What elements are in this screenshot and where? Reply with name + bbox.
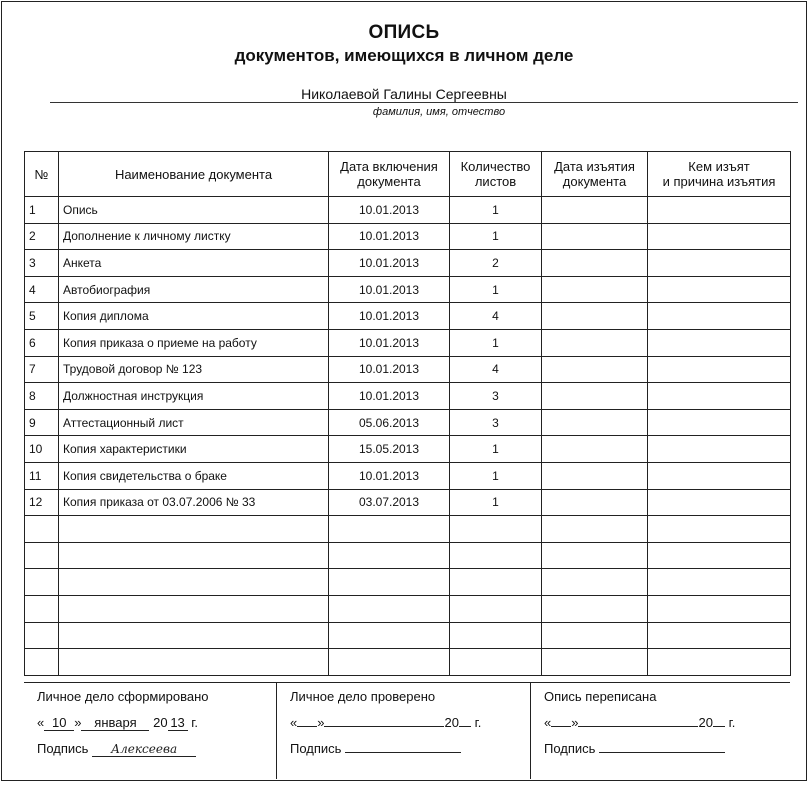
cell-qty: 2 — [450, 250, 542, 277]
cell-date-out — [542, 223, 648, 250]
cell-date-out — [542, 489, 648, 516]
cell-date-in: 10.01.2013 — [329, 276, 450, 303]
cell-num: 3 — [25, 250, 59, 277]
checked-day-blank — [297, 726, 317, 727]
cell-qty: 1 — [450, 276, 542, 303]
cell-date-out — [542, 595, 648, 622]
formed-date: « 10 » января 20 13 г. — [37, 715, 198, 730]
cell-qty: 3 — [450, 409, 542, 436]
cell-date-out — [542, 569, 648, 596]
cell-name — [59, 649, 329, 676]
rewritten-year-blank — [713, 726, 725, 727]
person-name-line — [50, 102, 798, 103]
cell-date-out — [542, 462, 648, 489]
cell-name — [59, 622, 329, 649]
table-row-empty — [25, 622, 791, 649]
cell-date-in — [329, 622, 450, 649]
cell-who — [648, 489, 791, 516]
cell-name: Должностная инструкция — [59, 383, 329, 410]
table-row-empty — [25, 542, 791, 569]
checked-sign-label: Подпись — [290, 741, 342, 756]
cell-date-out — [542, 303, 648, 330]
table-row — [25, 462, 791, 489]
cell-who — [648, 569, 791, 596]
table-row — [25, 489, 791, 516]
cell-date-out — [542, 436, 648, 463]
checked-signature-blank — [345, 752, 461, 753]
cell-name: Дополнение к личному листку — [59, 223, 329, 250]
cell-qty — [450, 516, 542, 543]
cell-num — [25, 595, 59, 622]
checked-year-blank — [459, 726, 471, 727]
cell-date-out — [542, 516, 648, 543]
table-row — [25, 383, 791, 410]
footer-checked — [276, 683, 531, 779]
rewritten-signature-blank — [599, 752, 725, 753]
formed-year-unit: г. — [191, 715, 198, 730]
column-header-name: Наименование документа — [59, 152, 329, 197]
cell-num — [25, 649, 59, 676]
cell-date-in: 15.05.2013 — [329, 436, 450, 463]
cell-qty: 1 — [450, 489, 542, 516]
cell-name: Аттестационный лист — [59, 409, 329, 436]
cell-qty: 3 — [450, 383, 542, 410]
footer-rewritten — [530, 683, 791, 779]
cell-name: Копия свидетельства о браке — [59, 462, 329, 489]
cell-date-in — [329, 595, 450, 622]
table-row — [25, 303, 791, 330]
document-subtitle: документов, имеющихся в личном деле — [234, 46, 574, 65]
cell-qty: 1 — [450, 329, 542, 356]
cell-date-out — [542, 542, 648, 569]
table-row — [25, 276, 791, 303]
checked-year-prefix: 20 — [444, 715, 459, 730]
column-header-date-in: Дата включения документа — [329, 152, 450, 197]
cell-name — [59, 542, 329, 569]
cell-who — [648, 197, 791, 224]
cell-date-in: 10.01.2013 — [329, 250, 450, 277]
rewritten-year-unit: г. — [728, 715, 736, 730]
footer-formed — [24, 683, 276, 779]
cell-qty — [450, 569, 542, 596]
cell-qty — [450, 622, 542, 649]
cell-num — [25, 622, 59, 649]
cell-num: 10 — [25, 436, 59, 463]
cell-qty: 1 — [450, 197, 542, 224]
table-row-empty — [25, 649, 791, 676]
cell-who — [648, 303, 791, 330]
cell-num — [25, 516, 59, 543]
checked-date: « » 20 г. — [290, 715, 482, 730]
table-header-row — [25, 152, 791, 197]
table-row-empty — [25, 516, 791, 543]
cell-date-in: 10.01.2013 — [329, 197, 450, 224]
cell-who — [648, 383, 791, 410]
cell-date-in: 10.01.2013 — [329, 329, 450, 356]
cell-date-out — [542, 622, 648, 649]
cell-date-in: 10.01.2013 — [329, 356, 450, 383]
rewritten-month-blank — [578, 726, 698, 727]
table-row — [25, 250, 791, 277]
checked-signature-row — [290, 741, 461, 756]
cell-who — [648, 409, 791, 436]
formed-year-suffix: 13 — [168, 716, 188, 731]
rewritten-label: Опись переписана — [544, 689, 657, 704]
cell-date-in: 10.01.2013 — [329, 223, 450, 250]
column-header-num: № — [25, 152, 59, 197]
cell-qty: 4 — [450, 356, 542, 383]
cell-who — [648, 329, 791, 356]
table-row — [25, 436, 791, 463]
formed-month: января — [81, 716, 149, 731]
cell-date-in — [329, 569, 450, 596]
cell-num: 11 — [25, 462, 59, 489]
checked-year-unit: г. — [474, 715, 482, 730]
cell-name — [59, 516, 329, 543]
cell-name: Анкета — [59, 250, 329, 277]
cell-who — [648, 356, 791, 383]
cell-qty — [450, 649, 542, 676]
cell-num — [25, 542, 59, 569]
checked-month-blank — [324, 726, 444, 727]
cell-name: Опись — [59, 197, 329, 224]
cell-num: 2 — [25, 223, 59, 250]
cell-date-in — [329, 516, 450, 543]
document-title: ОПИСЬ — [368, 22, 440, 43]
cell-date-out — [542, 383, 648, 410]
cell-num: 7 — [25, 356, 59, 383]
cell-num: 6 — [25, 329, 59, 356]
cell-num — [25, 569, 59, 596]
cell-who — [648, 649, 791, 676]
cell-date-out — [542, 329, 648, 356]
column-header-who: Кем изъят и причина изъятия — [648, 152, 791, 197]
cell-num: 4 — [25, 276, 59, 303]
person-name: Николаевой Галины Сергеевны — [301, 86, 507, 102]
person-name-hint: фамилия, имя, отчество — [372, 106, 506, 118]
table-row — [25, 197, 791, 224]
cell-date-in — [329, 542, 450, 569]
cell-qty — [450, 542, 542, 569]
cell-name: Трудовой договор № 123 — [59, 356, 329, 383]
cell-who — [648, 276, 791, 303]
rewritten-sign-label: Подпись — [544, 741, 596, 756]
cell-who — [648, 223, 791, 250]
cell-name: Копия диплома — [59, 303, 329, 330]
formed-label: Личное дело сформировано — [37, 689, 209, 704]
table-row — [25, 356, 791, 383]
checked-label: Личное дело проверено — [290, 689, 436, 704]
cell-who — [648, 516, 791, 543]
cell-num: 12 — [25, 489, 59, 516]
inventory-table — [24, 151, 791, 676]
cell-name — [59, 569, 329, 596]
cell-num: 9 — [25, 409, 59, 436]
cell-who — [648, 595, 791, 622]
table-body — [25, 197, 791, 676]
cell-date-in — [329, 649, 450, 676]
table-row-empty — [25, 569, 791, 596]
cell-date-in: 10.01.2013 — [329, 462, 450, 489]
cell-date-out — [542, 356, 648, 383]
cell-who — [648, 542, 791, 569]
cell-date-out — [542, 409, 648, 436]
formed-signature-row — [37, 741, 196, 757]
formed-sign-label: Подпись — [37, 741, 89, 756]
cell-who — [648, 462, 791, 489]
cell-who — [648, 250, 791, 277]
table-row — [25, 409, 791, 436]
cell-date-in: 10.01.2013 — [329, 383, 450, 410]
cell-date-out — [542, 197, 648, 224]
cell-qty: 4 — [450, 303, 542, 330]
cell-date-out — [542, 250, 648, 277]
table-row-empty — [25, 595, 791, 622]
column-header-date-out: Дата изъятия документа — [542, 152, 648, 197]
cell-who — [648, 436, 791, 463]
cell-qty: 1 — [450, 436, 542, 463]
table-row — [25, 329, 791, 356]
formed-day: 10 — [44, 716, 74, 731]
cell-name: Копия приказа о приеме на работу — [59, 329, 329, 356]
cell-num: 5 — [25, 303, 59, 330]
formed-year-prefix: 20 — [153, 715, 168, 730]
cell-who — [648, 622, 791, 649]
cell-name: Копия приказа от 03.07.2006 № 33 — [59, 489, 329, 516]
rewritten-year-prefix: 20 — [698, 715, 713, 730]
cell-qty: 1 — [450, 462, 542, 489]
rewritten-signature-row — [544, 741, 725, 756]
cell-num: 8 — [25, 383, 59, 410]
cell-date-out — [542, 649, 648, 676]
cell-qty — [450, 595, 542, 622]
cell-name: Копия характеристики — [59, 436, 329, 463]
cell-name — [59, 595, 329, 622]
footer — [24, 682, 790, 779]
cell-date-out — [542, 276, 648, 303]
column-header-qty: Количество листов — [450, 152, 542, 197]
table-row — [25, 223, 791, 250]
rewritten-day-blank — [551, 726, 571, 727]
cell-num: 1 — [25, 197, 59, 224]
cell-date-in: 03.07.2013 — [329, 489, 450, 516]
cell-qty: 1 — [450, 223, 542, 250]
formed-signature: Алексеева — [92, 742, 196, 757]
rewritten-date: « » 20 г. — [544, 715, 736, 730]
document-page — [1, 1, 807, 781]
cell-name: Автобиография — [59, 276, 329, 303]
cell-date-in: 10.01.2013 — [329, 303, 450, 330]
cell-date-in: 05.06.2013 — [329, 409, 450, 436]
